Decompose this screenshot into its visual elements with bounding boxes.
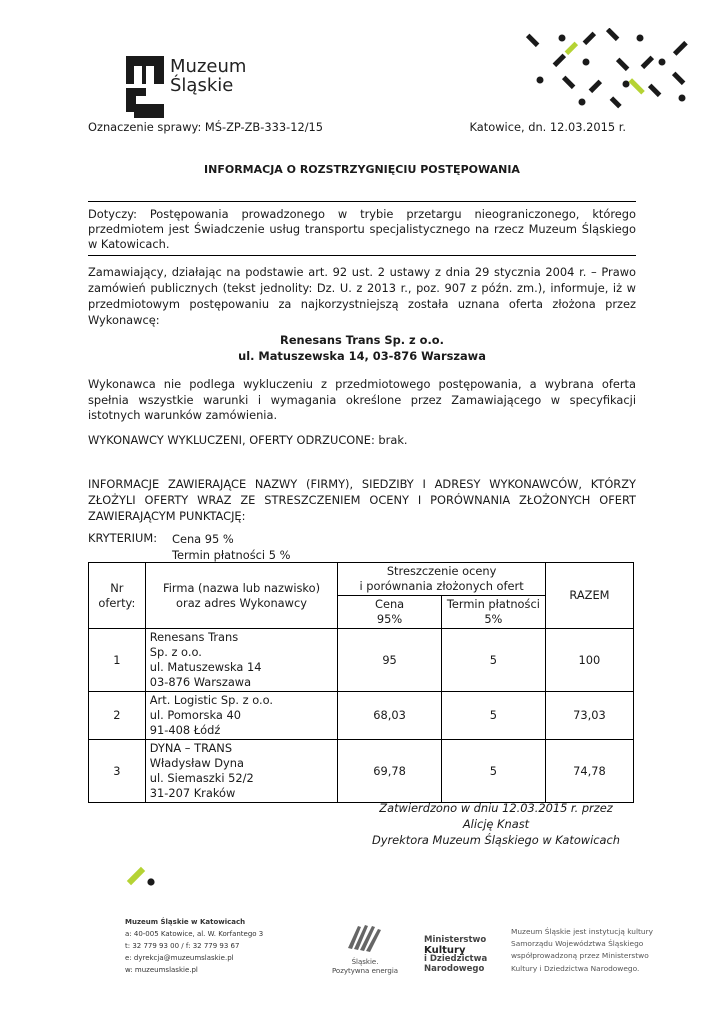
note-line3: współprowadzoną przez Ministerstwo [511, 951, 649, 961]
firm-line: Renesans Trans [149, 630, 239, 644]
excluded-statement: WYKONAWCY WYKLUCZENI, OFERTY ODRZUCONE: brak. [88, 433, 408, 447]
criteria-price: Cena 95 % [172, 532, 234, 546]
row-nr: 3 [89, 740, 146, 803]
subject-box: Dotyczy: Postępowania prowadzonego w trybie przetargu nieograniczonego, którego przedmiotem jest Świadczenie usług transportu specjalistycznego na rzecz Muzeum Śląskiego w Katowicach. [88, 201, 636, 256]
row-total: 73,03 [545, 692, 633, 740]
firm-line: 31-207 Kraków [149, 786, 236, 800]
ministry-line3: i Dziedzictwa [424, 954, 488, 964]
ministry-line1: Ministerstwo [424, 935, 487, 945]
winner-block [88, 332, 636, 364]
winner-address: ul. Matuszewska 14, 03-876 Warszawa [238, 349, 486, 363]
page-title: INFORMACJA O ROZSTRZYGNIĘCIU POSTĘPOWANIA [204, 163, 520, 176]
header-term [441, 596, 545, 629]
header-summary-line2: i porównania złożonych ofert [359, 579, 524, 593]
results-table [88, 562, 634, 803]
decorative-pattern-icon [522, 28, 696, 110]
slaskie-line1: Śląskie. [351, 958, 379, 966]
firm-line: Władysław Dyna [149, 756, 245, 770]
table-row [89, 692, 634, 740]
row-term: 5 [441, 629, 545, 692]
row-term: 5 [441, 692, 545, 740]
logo-wordmark [170, 57, 246, 95]
footer-web[interactable]: w: muzeumslaskie.pl [125, 966, 198, 974]
paragraph-decision: Zamawiający, działając na podstawie art. 92 ust. 2 ustawy z dnia 29 stycznia 2004 r. – Prawo zamówień publicznych (tekst jednolity: Dz. U. z 2013 r., poz. 907 z późn. zm.), informuje, iż w przedmiotowym postępowaniu za najkorzystniejszą została uznana oferta złożona przez Wykonawcę: [88, 265, 636, 327]
signature-line2: Alicję Knast [462, 817, 530, 831]
slaskie-caption [330, 958, 400, 976]
row-price: 95 [338, 629, 442, 692]
row-firm [145, 629, 338, 692]
row-term: 5 [441, 740, 545, 803]
header-term-weight: 5% [484, 612, 503, 626]
row-firm [145, 692, 338, 740]
footer-email[interactable]: e: dyrekcja@muzeumslaskie.pl [125, 954, 234, 962]
header-term-label: Termin płatności [446, 597, 540, 611]
header-firm: Firma (nazwa lub nazwisko) oraz adres Wykonawcy [145, 563, 338, 629]
note-line2: Samorządu Województwa Śląskiego [511, 939, 644, 949]
table-header-row [89, 563, 634, 596]
firm-line: Art. Logistic Sp. z o.o. [149, 693, 273, 707]
footer-contact [125, 916, 263, 976]
winner-name: Renesans Trans Sp. z o.o. [280, 333, 444, 347]
header-price-weight: 95% [376, 612, 403, 626]
table-row [89, 629, 634, 692]
row-total: 100 [545, 629, 633, 692]
header-total: RAZEM [545, 563, 633, 629]
header-price [338, 596, 442, 629]
header-summary-line1: Streszczenie oceny [386, 564, 497, 578]
slaskie-logo-icon [344, 922, 384, 954]
paragraph-eligibility: Wykonawca nie podlega wykluczeniu z przedmiotowego postępowania, a wybrana oferta spełnia wszystkie warunki i wymagania określone przez Zamawiającego w specyfikacji istotnych warunków zamówienia. [88, 377, 636, 422]
ministry-line2: Kultury [424, 944, 466, 956]
firm-line: ul. Siemaszki 52/2 [149, 771, 254, 785]
footer-address: a: 40-005 Katowice, al. W. Korfantego 3 [125, 930, 264, 938]
ministry-line4: Narodowego [424, 963, 485, 974]
ministry-logo [424, 936, 487, 974]
footer-phone: t: 32 779 93 00 / f: 32 779 93 67 [125, 942, 240, 950]
signature-line3: Dyrektora Muzeum Śląskiego w Katowicach [371, 833, 620, 847]
slaskie-line2: Pozytywna energia [331, 967, 399, 975]
firm-line: ul. Pomorska 40 [149, 708, 241, 722]
logo-line2: Śląskie [170, 75, 234, 96]
row-price: 69,78 [338, 740, 442, 803]
firm-line: 03-876 Warszawa [149, 675, 252, 689]
row-nr: 1 [89, 629, 146, 692]
signature-block [366, 800, 626, 848]
offers-info-heading: INFORMACJE ZAWIERAJĄCE NAZWY (FIRMY), SIEDZIBY I ADRESY WYKONAWCÓW, KTÓRZY ZŁOŻYLI OFERTY WRAZ ZE STRESZCZENIEM OCENY I PORÓWNANIA ZŁOŻONYCH OFERT ZAWIERAJĄCYM PUNKTACJĘ: [88, 477, 636, 523]
document-date: Katowice, dn. 12.03.2015 r. [469, 120, 626, 134]
footer-org: Muzeum Śląskie w Katowicach [125, 918, 246, 926]
note-line4: Kultury i Dziedzictwa Narodowego. [511, 963, 640, 973]
signature-line1: Zatwierdzono w dniu 12.03.2015 r. przez [379, 801, 613, 815]
header-price-label: Cena [374, 597, 405, 611]
row-firm [145, 740, 338, 803]
row-total: 74,78 [545, 740, 633, 803]
firm-line: Sp. z o.o. [149, 645, 202, 659]
row-price: 68,03 [338, 692, 442, 740]
footer-note [511, 926, 661, 975]
table-row [89, 740, 634, 803]
logo-line1: Muzeum [170, 56, 247, 77]
header-summary [338, 563, 546, 596]
criteria-label: KRYTERIUM: [88, 531, 158, 545]
note-line1: Muzeum Śląskie jest instytucją kultury [511, 927, 653, 936]
row-nr: 2 [89, 692, 146, 740]
footer-mark-icon [124, 864, 158, 888]
case-reference: Oznaczenie sprawy: MŚ-ZP-ZB-333-12/15 [88, 120, 324, 134]
firm-line: 91-408 Łódź [149, 723, 221, 737]
firm-line: DYNA – TRANS [149, 741, 233, 755]
criteria-values [172, 531, 290, 563]
header-nr: Nr oferty: [89, 563, 146, 629]
firm-line: ul. Matuszewska 14 [149, 660, 262, 674]
museum-logo-icon [124, 54, 166, 120]
criteria-term: Termin płatności 5 % [172, 548, 291, 562]
